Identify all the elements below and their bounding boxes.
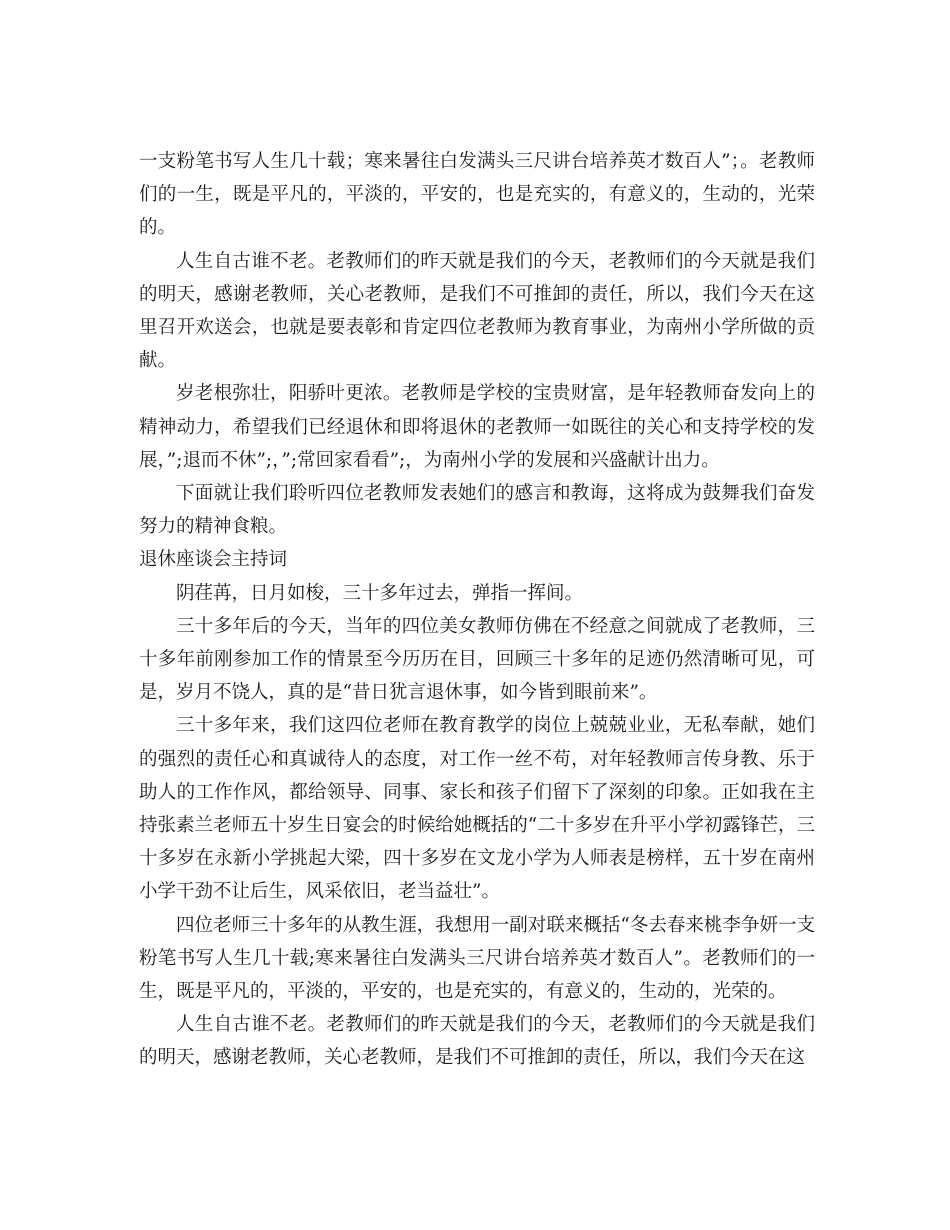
section-heading: 退休座谈会主持词 [139, 549, 288, 571]
paragraph: 下面就让我们聆听四位老教师发表她们的感言和教诲，这将成为鼓舞我们奋发努力的精神食粮。 [139, 483, 815, 538]
paragraph: 人生自古谁不老。老教师们的昨天就是我们的今天，老教师们的今天就是我们的明天，感谢老教师，关心老教师，是我们不可推卸的责任，所以，我们今天在这 [139, 1014, 815, 1069]
paragraph: 岁老根弥壮，阳骄叶更浓。老教师是学校的宝贵财富，是年轻教师奋发向上的精神动力，希望我们已经退休和即将退休的老教师一如既往的关心和支持学校的发展，”;退而不休”;，”;常回家看看”;，为南州小学的发展和兴盛献计出力。 [139, 383, 815, 471]
paragraph: 三十多年后的今天，当年的四位美女教师仿佛在不经意之间就成了老教师，三十多年前刚参加工作的情景至今历历在目，回顾三十多年的足迹仍然清晰可见，可是，岁月不饶人，真的是“昔日犹言退休事，如今皆到眼前来”。 [139, 615, 815, 704]
document-body [139, 145, 815, 1075]
paragraph: 阴荏苒，日月如梭，三十多年过去，弹指一挥间。 [176, 582, 584, 604]
paragraph: 四位老师三十多年的从教生涯，我想用一副对联来概括“冬去春来桃李争妍一支粉笔书写人生几十载;寒来暑往白发满头三尺讲台培养英才数百人”。老教师们的一生，既是平凡的，平淡的，平安的，也是充实的，有意义的，生动的，光荣的。 [139, 914, 815, 1003]
paragraph: 人生自古谁不老。老教师们的昨天就是我们的今天，老教师们的今天就是我们的明天，感谢老教师，关心老教师，是我们不可推卸的责任，所以，我们今天在这里召开欢送会，也就是要表彰和肯定四位老教师为教育事业，为南州小学所做的贡献。 [139, 250, 815, 372]
paragraph: 三十多年来，我们这四位老师在教育教学的岗位上兢兢业业，无私奉献，她们的强烈的责任心和真诚待人的态度，对工作一丝不苟，对年轻教师言传身教、乐于助人的工作作风，都给领导、同事、家长和孩子们留下了深刻的印象。正如我在主持张素兰老师五十岁生日宴会的时候给她概括的“二十多岁在升平小学初露锋芒，三十多岁在永新小学挑起大梁，四十多岁在文龙小学为人师表是榜样，五十岁在南州小学干劲不让后生，风采依旧，老当益壮”。 [139, 715, 815, 903]
paragraph: 一支粉笔书写人生几十载；寒来暑往白发满头三尺讲台培养英才数百人”；。老教师们的一生，既是平凡的，平淡的，平安的，也是充实的，有意义的，生动的，光荣的。 [139, 151, 815, 239]
